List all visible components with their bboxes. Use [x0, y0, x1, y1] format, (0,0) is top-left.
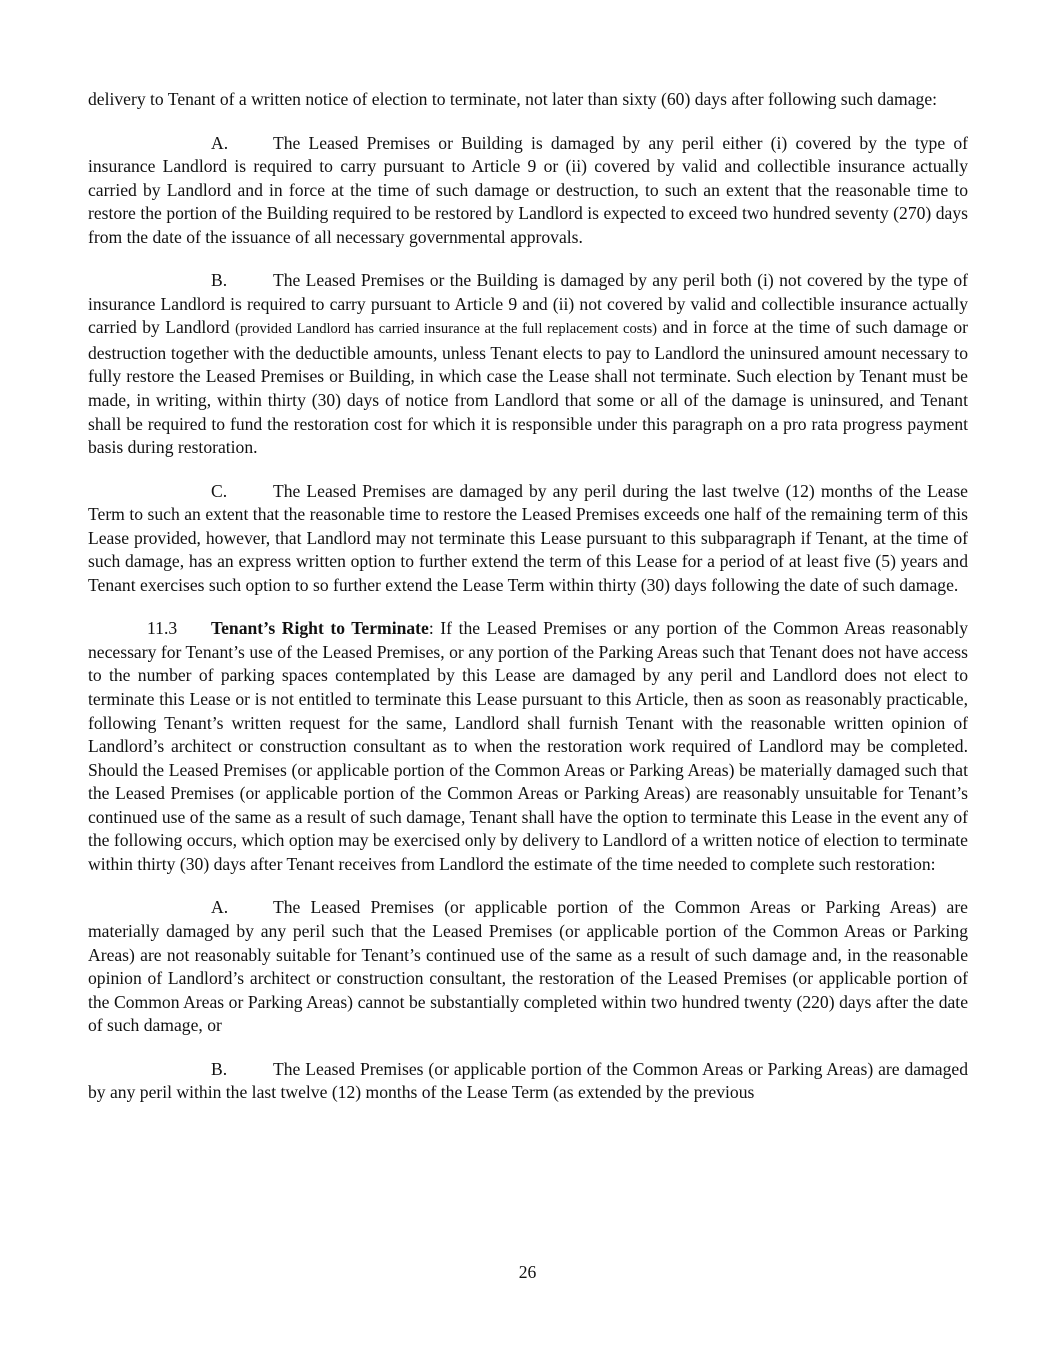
subparagraph-text-continued: and in force at the time of such damage or destruction together with the deductible amounts, unless Tenant elects to pay to Landlord the uninsured amount necessary to fully restore the Leased Premises or Building, in which case the Lease shall not terminate. Such election by Tenant must be made, in writing, within thirty (30) days of notice from Landlord that some or all of the damage is uninsured, and Tenant shall be required to fund the restoration cost for which it is responsible under this paragraph on a pro rata progress payment basis during restoration. [88, 317, 968, 458]
section-heading: Tenant’s Right to Terminate [211, 618, 429, 639]
subparagraph-label: B. [211, 1058, 228, 1079]
subparagraph-c [88, 480, 968, 598]
subparagraph-parenthetical: (provided Landlord has carried insurance at the full replacement costs) [235, 321, 658, 338]
section-number: 11.3 [147, 618, 178, 639]
section-11-3 [88, 617, 968, 876]
subparagraph-label: B. [211, 270, 228, 291]
subparagraph-label: A. [211, 897, 229, 918]
paragraph-continuation: delivery to Tenant of a written notice of election to terminate, not later than sixty (60) days after following such damage: [88, 89, 938, 109]
subparagraph-label: C. [211, 480, 228, 501]
subparagraph-text: The Leased Premises or the Building is damaged by any peril both (i) not covered by the type of insurance Landlord is required to carry pursuant to Article 9 and (ii) not covered by valid and collectible insurance actually carried by Landlord [88, 270, 968, 338]
subparagraph-b-2 [88, 1058, 968, 1105]
subparagraph-a-2 [88, 896, 968, 1037]
subparagraph-a [88, 132, 968, 250]
subparagraph-b [88, 269, 968, 459]
section-text: : If the Leased Premises or any portion of the Common Areas reasonably necessary for Tenant’s use of the Leased Premises, or any portion of the Parking Areas such that Tenant does not have access to the number of parking spaces contemplated by this Lease are damaged by any peril and Landlord does not elect to terminate this Lease or is not entitled to terminate this Lease pursuant to this Article, then as soon as reasonably practicable, following Tenant’s written request for the same, Landlord shall furnish Tenant with the reasonable written opinion of Landlord’s architect or construction consultant as to when the restoration work required of Landlord may be completed. Should the Leased Premises (or applicable portion of the Common Areas or Parking Areas) be materially damaged such that the Leased Premises (or applicable portion of the Common Areas or Parking Areas) are reasonably unsuitable for Tenant’s continued use of the same as a result of such damage, Tenant shall have the option to terminate this Lease in the event any of the following occurs, which option may be exercised only by delivery to Landlord of a written notice of election to terminate within thirty (30) days after Tenant receives from Landlord the estimate of the time needed to complete such restoration: [88, 618, 968, 874]
subparagraph-text: The Leased Premises (or applicable portion of the Common Areas or Parking Areas) are damaged by any peril within the last twelve (12) months of the Lease Term (as extended by the previous [88, 1058, 968, 1103]
subparagraph-text: The Leased Premises are damaged by any peril during the last twelve (12) months of the Lease Term to such an extent that the reasonable time to restore the Leased Premises exceeds one half of the remaining term of this Lease provided, however, that Landlord may not terminate this Lease pursuant to this subparagraph if Tenant, at the time of such damage, has an express written option to further extend the term of this Lease for a period of at least five (5) years and Tenant exercises such option to so further extend the Lease Term within thirty (30) days following the date of such damage. [88, 480, 968, 595]
document-body [88, 88, 968, 1105]
subparagraph-text: The Leased Premises or Building is damaged by any peril either (i) covered by the type of insurance Landlord is required to carry pursuant to Article 9 or (ii) covered by valid and collectible insurance actually carried by Landlord and in force at the time of such damage or destruction, to such an extent that the reasonable time to restore the portion of the Building required to be restored by Landlord is expected to exceed two hundred seventy (270) days from the date of the issuance of all necessary governmental approvals. [88, 132, 968, 247]
subparagraph-label: A. [211, 132, 229, 153]
subparagraph-text: The Leased Premises (or applicable portion of the Common Areas or Parking Areas) are materially damaged by any peril such that the Leased Premises (or applicable portion of the Common Areas or Parking Areas) are not reasonably suitable for Tenant’s continued use of the same as a result of such damage and, in the reasonable opinion of Landlord’s architect or construction consultant, the restoration of the Leased Premises (or applicable portion of the Common Areas or Parking Areas) cannot be substantially completed within two hundred twenty (220) days after the date of such damage, or [88, 897, 968, 1036]
page-number: 26 [518, 1262, 537, 1282]
